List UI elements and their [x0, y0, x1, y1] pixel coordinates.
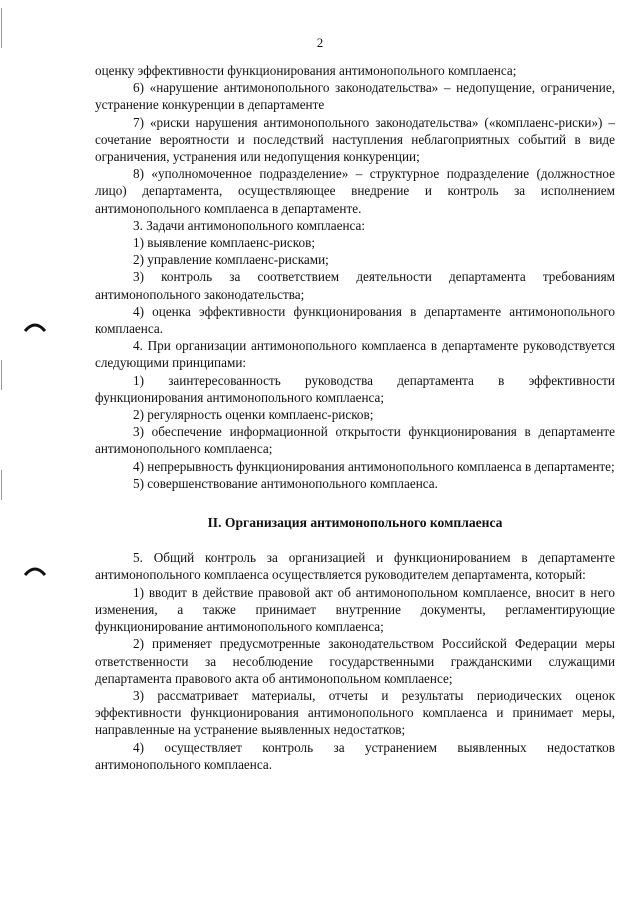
- paragraph: 2) регулярность оценки комплаенс-рисков;: [133, 407, 374, 423]
- paragraph: 1) выявление комплаенс-рисков;: [133, 235, 315, 251]
- paragraph: 3. Задачи антимонопольного комплаенса:: [133, 217, 366, 233]
- scan-edge-line: [1, 360, 2, 390]
- paragraph: 2) управление комплаенс-рисками;: [133, 252, 329, 268]
- scan-edge-line: [1, 8, 2, 48]
- paragraph: 8) «уполномоченное подразделение» – структурное подразделение (должностное лицо) департамента, осуществляющее внедрение и контроль за исполнением антимонопольного комплаенса в департаменте.: [95, 166, 615, 216]
- document-body: [95, 62, 615, 773]
- paragraph: 6) «нарушение антимонопольного законодательства» – недопущение, ограничение, устранение конкуренции в департаменте: [95, 80, 615, 113]
- binder-hole-mark: [24, 322, 46, 332]
- paragraph: 1) вводит в действие правовой акт об антимонопольном комплаенсе, вносит в него изменения, а также принимает внутренние документы, регламентирующие функционирование антимонопольного комплаенса;: [95, 584, 615, 635]
- paragraph: 3) обеспечение информационной открытости функционирования в департаменте антимонопольного комплаенса;: [95, 424, 615, 457]
- paragraph: 7) «риски нарушения антимонопольного законодательства» («комплаенс-риски») – сочетание вероятности и последствий наступления неблагоприятных событий в виде ограничения, устранения или недопущения конкуренции;: [95, 114, 615, 165]
- paragraph: 2) применяет предусмотренные законодательством Российской Федерации меры ответственности за несоблюдение государственными гражданскими служащими департамента правового акта об антимонопольном комплаенсе;: [95, 636, 615, 686]
- paragraph: 4) оценка эффективности функционирования в департаменте антимонопольного комплаенса.: [95, 303, 615, 337]
- section-heading: II. Организация антимонопольного комплаенса: [207, 515, 503, 531]
- page-number: 2: [316, 35, 324, 50]
- paragraphs-after-heading: [95, 549, 615, 773]
- paragraph: 5. Общий контроль за организацией и функционированием в департаменте антимонопольного комплаенса осуществляется руководителем департамента, который:: [95, 550, 615, 583]
- paragraph: оценку эффективности функционирования антимонопольного комплаенса;: [95, 63, 517, 78]
- paragraph: 5) совершенствование антимонопольного комплаенса.: [133, 475, 438, 491]
- paragraph: 3) контроль за соответствием деятельности департамента требованиям антимонопольного законодательства;: [95, 269, 615, 302]
- scan-edge-line: [1, 470, 2, 500]
- paragraphs-before-heading: [95, 62, 615, 492]
- paragraph: 4) осуществляет контроль за устранением выявленных недостатков антимонопольного комплаенса.: [95, 739, 615, 772]
- paragraph: 4) непрерывность функционирования антимонопольного комплаенса в департаменте;: [133, 458, 615, 474]
- paragraph: 1) заинтересованность руководства департамента в эффективности функционирования антимонопольного комплаенса;: [95, 372, 615, 405]
- paragraph: 4. При организации антимонопольного комплаенса в департаменте руководствуется следующими принципами:: [95, 338, 615, 371]
- paragraph: 3) рассматривает материалы, отчеты и результаты периодических оценок эффективности функционирования антимонопольного комплаенса и принимает меры, направленные на устранение выявленных недостатков;: [95, 687, 615, 738]
- binder-hole-mark: [24, 566, 46, 576]
